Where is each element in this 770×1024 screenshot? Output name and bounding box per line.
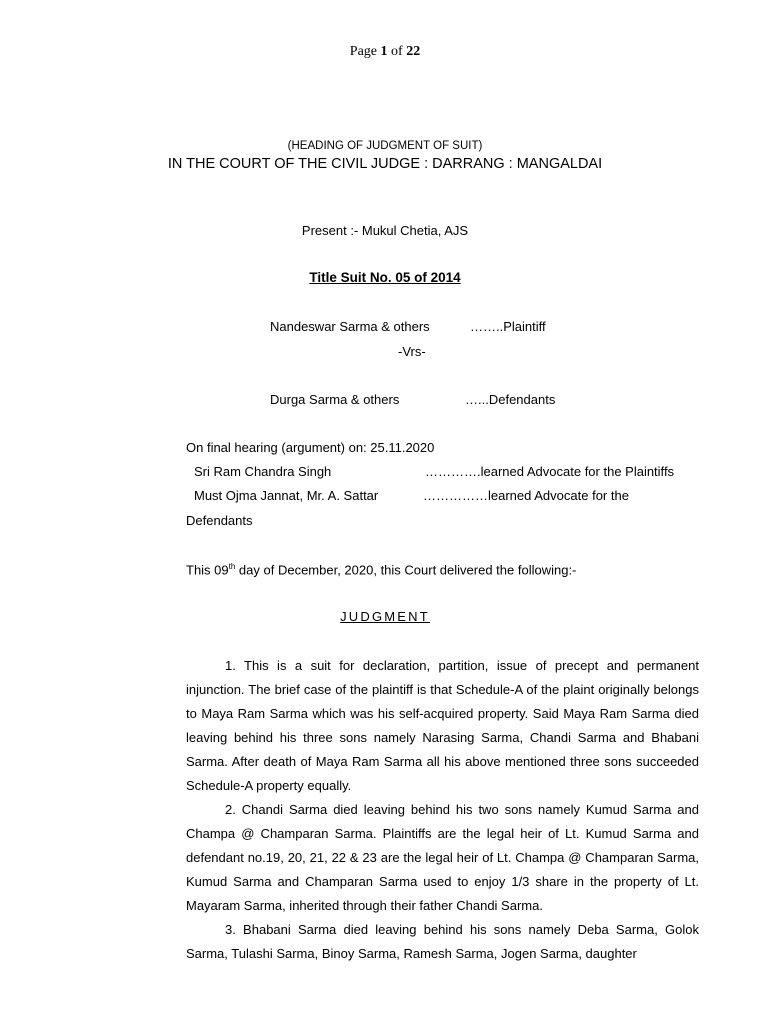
advocate-defendants-name: Must Ojma Jannat, Mr. A. Sattar: [194, 488, 379, 503]
judgment-paragraph-2: 2. Chandi Sarma died leaving behind his two sons namely Kumud Sarma and Champa @ Champaran Sarma. Plaintiffs are the legal heir of Lt. Kumud Sarma and defendant no.19, 20, 21, 22 & 23 are the legal heir of Lt. Champa @ Champaran Sarma, Kumud Sarma and Champaran Sarma used to enjoy 1/3 share in the property of Lt. Mayaram Sarma, inherited through their father Chandi Sarma.: [186, 802, 699, 913]
defendant-role: …...Defendants: [465, 392, 556, 407]
judgment-paragraph-1: 1. This is a suit for declaration, partition, issue of precept and permanent injunction. The brief case of the plaintiff is that Schedule-A of the plaint originally belongs to Maya Ram Sarma which was his self-acquired property. Said Maya Ram Sarma died leaving behind his three sons namely Narasing Sarma, Chandi Sarma and Bhabani Sarma. After death of Maya Ram Sarma all his above mentioned three sons succeeded Schedule-A property equally.: [186, 658, 699, 793]
judgment-body: [186, 654, 699, 966]
judgment-heading: JUDGMENT: [340, 609, 430, 624]
advocate-plaintiffs-role: ………….learned Advocate for the Plaintiffs: [425, 464, 675, 479]
advocate-plaintiffs-name: Sri Ram Chandra Singh: [194, 464, 332, 479]
presiding-judge: Present :- Mukul Chetia, AJS: [301, 223, 469, 238]
delivery-suffix: day of December, 2020, this Court delivered the following:-: [235, 562, 577, 578]
final-hearing-date: On final hearing (argument) on: 25.11.2020: [186, 440, 435, 455]
plaintiff-name: Nandeswar Sarma & others: [270, 319, 430, 334]
court-title: IN THE COURT OF THE CIVIL JUDGE : DARRANG : MANGALDAI: [167, 156, 603, 172]
judgment-paragraph-3: 3. Bhabani Sarma died leaving behind his sons namely Deba Sarma, Golok Sarma, Tulashi Sarma, Binoy Sarma, Ramesh Sarma, Jogen Sarma, daughter: [186, 922, 699, 961]
delivery-prefix: This 09: [186, 562, 229, 578]
advocate-defendants-role: ……………learned Advocate for the: [423, 488, 629, 503]
defendant-name: Durga Sarma & others: [270, 392, 400, 407]
delivery-statement: [186, 562, 576, 577]
advocate-defendants-role-cont: Defendants: [186, 513, 253, 528]
title-suit-number: Title Suit No. 05 of 2014: [309, 270, 461, 285]
page-total: 22: [406, 44, 421, 59]
plaintiff-role: ……..Plaintiff: [470, 319, 546, 334]
page-prefix: Page: [349, 44, 378, 59]
delivery-sup: th: [228, 562, 236, 571]
page-number: 1: [380, 44, 388, 59]
page-number-header: [0, 44, 770, 60]
judgment-subtitle: (HEADING OF JUDGMENT OF SUIT): [287, 140, 483, 152]
versus-label: -Vrs-: [398, 344, 426, 359]
page-of: of: [391, 44, 403, 59]
